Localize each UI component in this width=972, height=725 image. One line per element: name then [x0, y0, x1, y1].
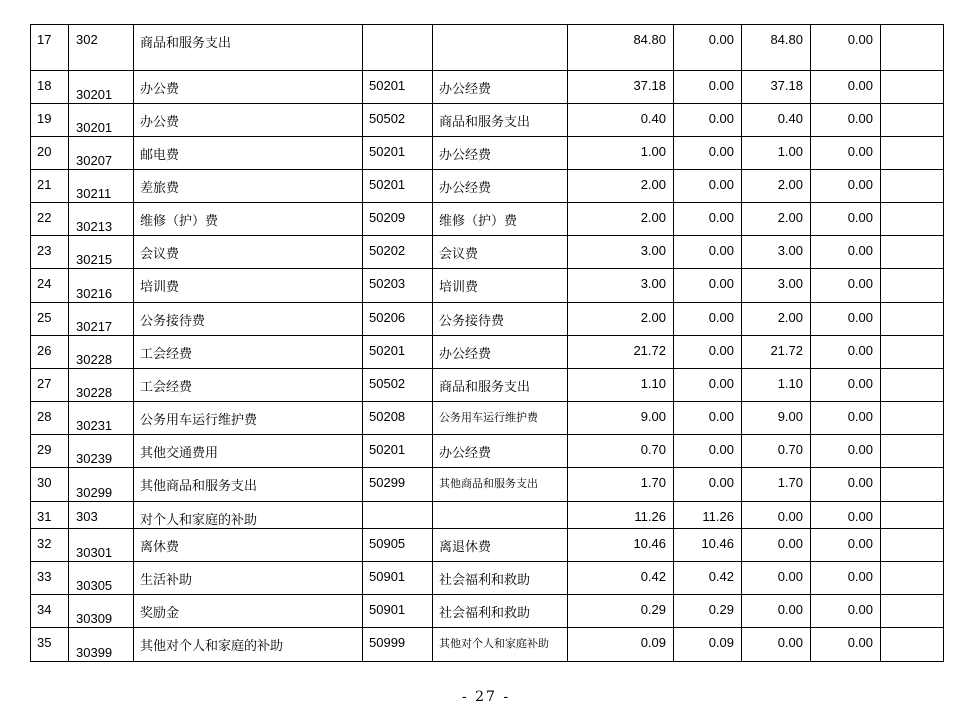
row-number-cell: 33	[31, 562, 69, 595]
economic-name-cell: 差旅费	[134, 170, 363, 203]
economic-name-cell: 其他对个人和家庭的补助	[134, 628, 363, 662]
total-amount-cell: 1.00	[568, 137, 674, 170]
economic-name-cell: 其他交通费用	[134, 435, 363, 468]
basic-amount-cell: 0.00	[674, 203, 742, 236]
economic-name-cell: 培训费	[134, 269, 363, 303]
blank-cell	[881, 104, 944, 137]
row-number-cell: 20	[31, 137, 69, 170]
total-amount-cell: 37.18	[568, 71, 674, 104]
economic-name-cell: 公务用车运行维护费	[134, 402, 363, 435]
function-name-cell: 社会福利和救助	[433, 562, 568, 595]
table-row	[31, 71, 944, 104]
blank-cell	[881, 236, 944, 269]
economic-name-cell: 工会经费	[134, 336, 363, 369]
total-amount-cell: 10.46	[568, 529, 674, 562]
project-amount-cell: 37.18	[742, 71, 811, 104]
blank-cell	[881, 628, 944, 662]
economic-code-cell	[69, 595, 134, 628]
row-number-cell: 32	[31, 529, 69, 562]
row-number-cell: 29	[31, 435, 69, 468]
economic-code-cell	[69, 435, 134, 468]
economic-name-cell: 生活补助	[134, 562, 363, 595]
project-amount-cell: 21.72	[742, 336, 811, 369]
economic-name-cell: 维修（护）费	[134, 203, 363, 236]
basic-amount-cell: 0.42	[674, 562, 742, 595]
basic-amount-cell: 0.00	[674, 336, 742, 369]
other-amount-cell: 0.00	[811, 529, 881, 562]
function-code-cell: 50999	[363, 628, 433, 662]
function-name-cell: 其他对个人和家庭补助	[433, 628, 568, 662]
economic-code-text: 30201	[76, 87, 113, 102]
function-name-cell: 培训费	[433, 269, 568, 303]
function-code-cell	[363, 25, 433, 71]
economic-name-cell: 对个人和家庭的补助	[134, 502, 363, 529]
table-row	[31, 502, 944, 529]
economic-code-text: 30217	[76, 319, 113, 334]
table-row	[31, 170, 944, 203]
basic-amount-cell: 0.00	[674, 71, 742, 104]
economic-code-cell	[69, 402, 134, 435]
economic-code-text: 30239	[76, 451, 113, 466]
other-amount-cell: 0.00	[811, 628, 881, 662]
basic-amount-cell: 0.00	[674, 25, 742, 71]
row-number-cell: 25	[31, 303, 69, 336]
economic-name-cell: 办公费	[134, 71, 363, 104]
total-amount-cell: 9.00	[568, 402, 674, 435]
function-name-cell: 离退休费	[433, 529, 568, 562]
row-number-cell: 21	[31, 170, 69, 203]
basic-amount-cell: 0.00	[674, 468, 742, 502]
other-amount-cell: 0.00	[811, 71, 881, 104]
economic-code-text: 30216	[76, 286, 113, 301]
function-name-cell: 维修（护）费	[433, 203, 568, 236]
table-body	[31, 25, 944, 662]
economic-code-cell	[69, 529, 134, 562]
project-amount-cell: 9.00	[742, 402, 811, 435]
blank-cell	[881, 303, 944, 336]
row-number-cell: 27	[31, 369, 69, 402]
table-row	[31, 628, 944, 662]
economic-code-text: 30201	[76, 120, 113, 135]
economic-code-cell	[69, 369, 134, 402]
row-number-cell: 28	[31, 402, 69, 435]
economic-code-text: 30228	[76, 385, 113, 400]
blank-cell	[881, 25, 944, 71]
economic-name-cell: 会议费	[134, 236, 363, 269]
economic-code-cell	[69, 170, 134, 203]
economic-name-cell: 办公费	[134, 104, 363, 137]
other-amount-cell: 0.00	[811, 336, 881, 369]
basic-amount-cell: 0.00	[674, 170, 742, 203]
economic-name-cell: 其他商品和服务支出	[134, 468, 363, 502]
table-row	[31, 137, 944, 170]
other-amount-cell: 0.00	[811, 25, 881, 71]
function-code-cell: 50203	[363, 269, 433, 303]
other-amount-cell: 0.00	[811, 562, 881, 595]
function-code-cell: 50502	[363, 369, 433, 402]
table-row	[31, 203, 944, 236]
table-row	[31, 468, 944, 502]
function-name-cell: 公务接待费	[433, 303, 568, 336]
total-amount-cell: 0.09	[568, 628, 674, 662]
economic-code-cell	[69, 236, 134, 269]
blank-cell	[881, 562, 944, 595]
total-amount-cell: 2.00	[568, 170, 674, 203]
project-amount-cell: 0.00	[742, 595, 811, 628]
economic-code-cell	[69, 203, 134, 236]
blank-cell	[881, 269, 944, 303]
function-code-cell: 50502	[363, 104, 433, 137]
table-row	[31, 236, 944, 269]
table-row	[31, 402, 944, 435]
blank-cell	[881, 435, 944, 468]
economic-code-text: 30211	[76, 186, 112, 201]
function-code-cell: 50209	[363, 203, 433, 236]
blank-cell	[881, 502, 944, 529]
project-amount-cell: 2.00	[742, 170, 811, 203]
basic-amount-cell: 0.00	[674, 303, 742, 336]
row-number-cell: 22	[31, 203, 69, 236]
economic-code-text: 30215	[76, 252, 113, 267]
project-amount-cell: 3.00	[742, 269, 811, 303]
page-number: - 27 -	[461, 689, 511, 705]
function-code-cell: 50201	[363, 71, 433, 104]
table-row	[31, 303, 944, 336]
economic-code-cell	[69, 628, 134, 662]
row-number-cell: 18	[31, 71, 69, 104]
row-number-cell: 31	[31, 502, 69, 529]
economic-code-cell	[69, 25, 134, 71]
basic-amount-cell: 0.00	[674, 369, 742, 402]
economic-code-cell	[69, 71, 134, 104]
function-name-cell: 其他商品和服务支出	[433, 468, 568, 502]
economic-code-text: 30399	[76, 645, 113, 660]
total-amount-cell: 1.10	[568, 369, 674, 402]
blank-cell	[881, 71, 944, 104]
basic-amount-cell: 0.29	[674, 595, 742, 628]
row-number-cell: 24	[31, 269, 69, 303]
total-amount-cell: 0.29	[568, 595, 674, 628]
row-number-cell: 35	[31, 628, 69, 662]
economic-code-text: 30228	[76, 352, 113, 367]
basic-amount-cell: 0.09	[674, 628, 742, 662]
project-amount-cell: 0.00	[742, 628, 811, 662]
blank-cell	[881, 137, 944, 170]
blank-cell	[881, 336, 944, 369]
economic-name-cell: 商品和服务支出	[134, 25, 363, 71]
other-amount-cell: 0.00	[811, 104, 881, 137]
blank-cell	[881, 402, 944, 435]
economic-code-cell	[69, 562, 134, 595]
basic-amount-cell: 10.46	[674, 529, 742, 562]
table-row	[31, 25, 944, 71]
other-amount-cell: 0.00	[811, 303, 881, 336]
other-amount-cell: 0.00	[811, 236, 881, 269]
economic-code-text: 30309	[76, 611, 113, 626]
function-code-cell: 50202	[363, 236, 433, 269]
other-amount-cell: 0.00	[811, 269, 881, 303]
basic-amount-cell: 0.00	[674, 104, 742, 137]
row-number-cell: 30	[31, 468, 69, 502]
table-row	[31, 104, 944, 137]
economic-code-cell	[69, 336, 134, 369]
project-amount-cell: 0.00	[742, 502, 811, 529]
table-row	[31, 269, 944, 303]
function-name-cell: 商品和服务支出	[433, 104, 568, 137]
basic-amount-cell: 0.00	[674, 137, 742, 170]
project-amount-cell: 84.80	[742, 25, 811, 71]
table-row	[31, 369, 944, 402]
other-amount-cell: 0.00	[811, 402, 881, 435]
other-amount-cell: 0.00	[811, 435, 881, 468]
economic-name-cell: 公务接待费	[134, 303, 363, 336]
economic-name-cell: 邮电费	[134, 137, 363, 170]
function-code-cell: 50901	[363, 562, 433, 595]
project-amount-cell: 2.00	[742, 203, 811, 236]
economic-code-cell	[69, 303, 134, 336]
economic-code-text: 303	[76, 509, 98, 524]
row-number-cell: 17	[31, 25, 69, 71]
economic-code-cell	[69, 137, 134, 170]
economic-code-text: 30305	[76, 578, 113, 593]
function-code-cell: 50299	[363, 468, 433, 502]
economic-code-text: 30213	[76, 219, 113, 234]
table-row	[31, 336, 944, 369]
function-code-cell: 50905	[363, 529, 433, 562]
economic-code-cell	[69, 269, 134, 303]
economic-name-cell: 工会经费	[134, 369, 363, 402]
blank-cell	[881, 529, 944, 562]
function-name-cell: 社会福利和救助	[433, 595, 568, 628]
total-amount-cell: 1.70	[568, 468, 674, 502]
function-code-cell: 50201	[363, 336, 433, 369]
other-amount-cell: 0.00	[811, 203, 881, 236]
project-amount-cell: 0.40	[742, 104, 811, 137]
economic-name-cell: 奖励金	[134, 595, 363, 628]
function-code-cell: 50206	[363, 303, 433, 336]
function-code-cell: 50201	[363, 137, 433, 170]
economic-code-text: 30301	[76, 545, 113, 560]
function-name-cell: 办公经费	[433, 435, 568, 468]
blank-cell	[881, 369, 944, 402]
total-amount-cell: 3.00	[568, 236, 674, 269]
row-number-cell: 19	[31, 104, 69, 137]
function-name-cell	[433, 25, 568, 71]
row-number-cell: 34	[31, 595, 69, 628]
basic-amount-cell: 0.00	[674, 402, 742, 435]
function-name-cell: 办公经费	[433, 137, 568, 170]
other-amount-cell: 0.00	[811, 468, 881, 502]
function-name-cell: 办公经费	[433, 336, 568, 369]
basic-amount-cell: 0.00	[674, 269, 742, 303]
function-name-cell: 公务用车运行维护费	[433, 402, 568, 435]
table-row	[31, 529, 944, 562]
total-amount-cell: 0.40	[568, 104, 674, 137]
blank-cell	[881, 595, 944, 628]
table-row	[31, 435, 944, 468]
total-amount-cell: 0.42	[568, 562, 674, 595]
economic-code-text: 30231	[76, 418, 113, 433]
budget-table	[30, 24, 944, 662]
total-amount-cell: 2.00	[568, 203, 674, 236]
project-amount-cell: 3.00	[742, 236, 811, 269]
blank-cell	[881, 468, 944, 502]
economic-code-cell	[69, 468, 134, 502]
total-amount-cell: 11.26	[568, 502, 674, 529]
economic-code-text: 30299	[76, 485, 113, 500]
table-row	[31, 562, 944, 595]
table-row	[31, 595, 944, 628]
project-amount-cell: 2.00	[742, 303, 811, 336]
project-amount-cell: 1.70	[742, 468, 811, 502]
function-name-cell: 办公经费	[433, 170, 568, 203]
project-amount-cell: 0.70	[742, 435, 811, 468]
basic-amount-cell: 11.26	[674, 502, 742, 529]
project-amount-cell: 1.00	[742, 137, 811, 170]
row-number-cell: 26	[31, 336, 69, 369]
function-name-cell	[433, 502, 568, 529]
other-amount-cell: 0.00	[811, 502, 881, 529]
function-code-cell: 50901	[363, 595, 433, 628]
other-amount-cell: 0.00	[811, 137, 881, 170]
other-amount-cell: 0.00	[811, 170, 881, 203]
basic-amount-cell: 0.00	[674, 435, 742, 468]
row-number-cell: 23	[31, 236, 69, 269]
economic-code-cell	[69, 104, 134, 137]
total-amount-cell: 3.00	[568, 269, 674, 303]
total-amount-cell: 21.72	[568, 336, 674, 369]
other-amount-cell: 0.00	[811, 369, 881, 402]
function-name-cell: 办公经费	[433, 71, 568, 104]
function-name-cell: 商品和服务支出	[433, 369, 568, 402]
blank-cell	[881, 203, 944, 236]
other-amount-cell: 0.00	[811, 595, 881, 628]
project-amount-cell: 0.00	[742, 562, 811, 595]
economic-code-text: 302	[76, 32, 98, 47]
function-code-cell: 50208	[363, 402, 433, 435]
project-amount-cell: 0.00	[742, 529, 811, 562]
total-amount-cell: 2.00	[568, 303, 674, 336]
economic-code-text: 30207	[76, 153, 113, 168]
function-name-cell: 会议费	[433, 236, 568, 269]
basic-amount-cell: 0.00	[674, 236, 742, 269]
function-code-cell	[363, 502, 433, 529]
total-amount-cell: 84.80	[568, 25, 674, 71]
economic-code-cell	[69, 502, 134, 529]
function-code-cell: 50201	[363, 170, 433, 203]
blank-cell	[881, 170, 944, 203]
project-amount-cell: 1.10	[742, 369, 811, 402]
function-code-cell: 50201	[363, 435, 433, 468]
economic-name-cell: 离休费	[134, 529, 363, 562]
total-amount-cell: 0.70	[568, 435, 674, 468]
